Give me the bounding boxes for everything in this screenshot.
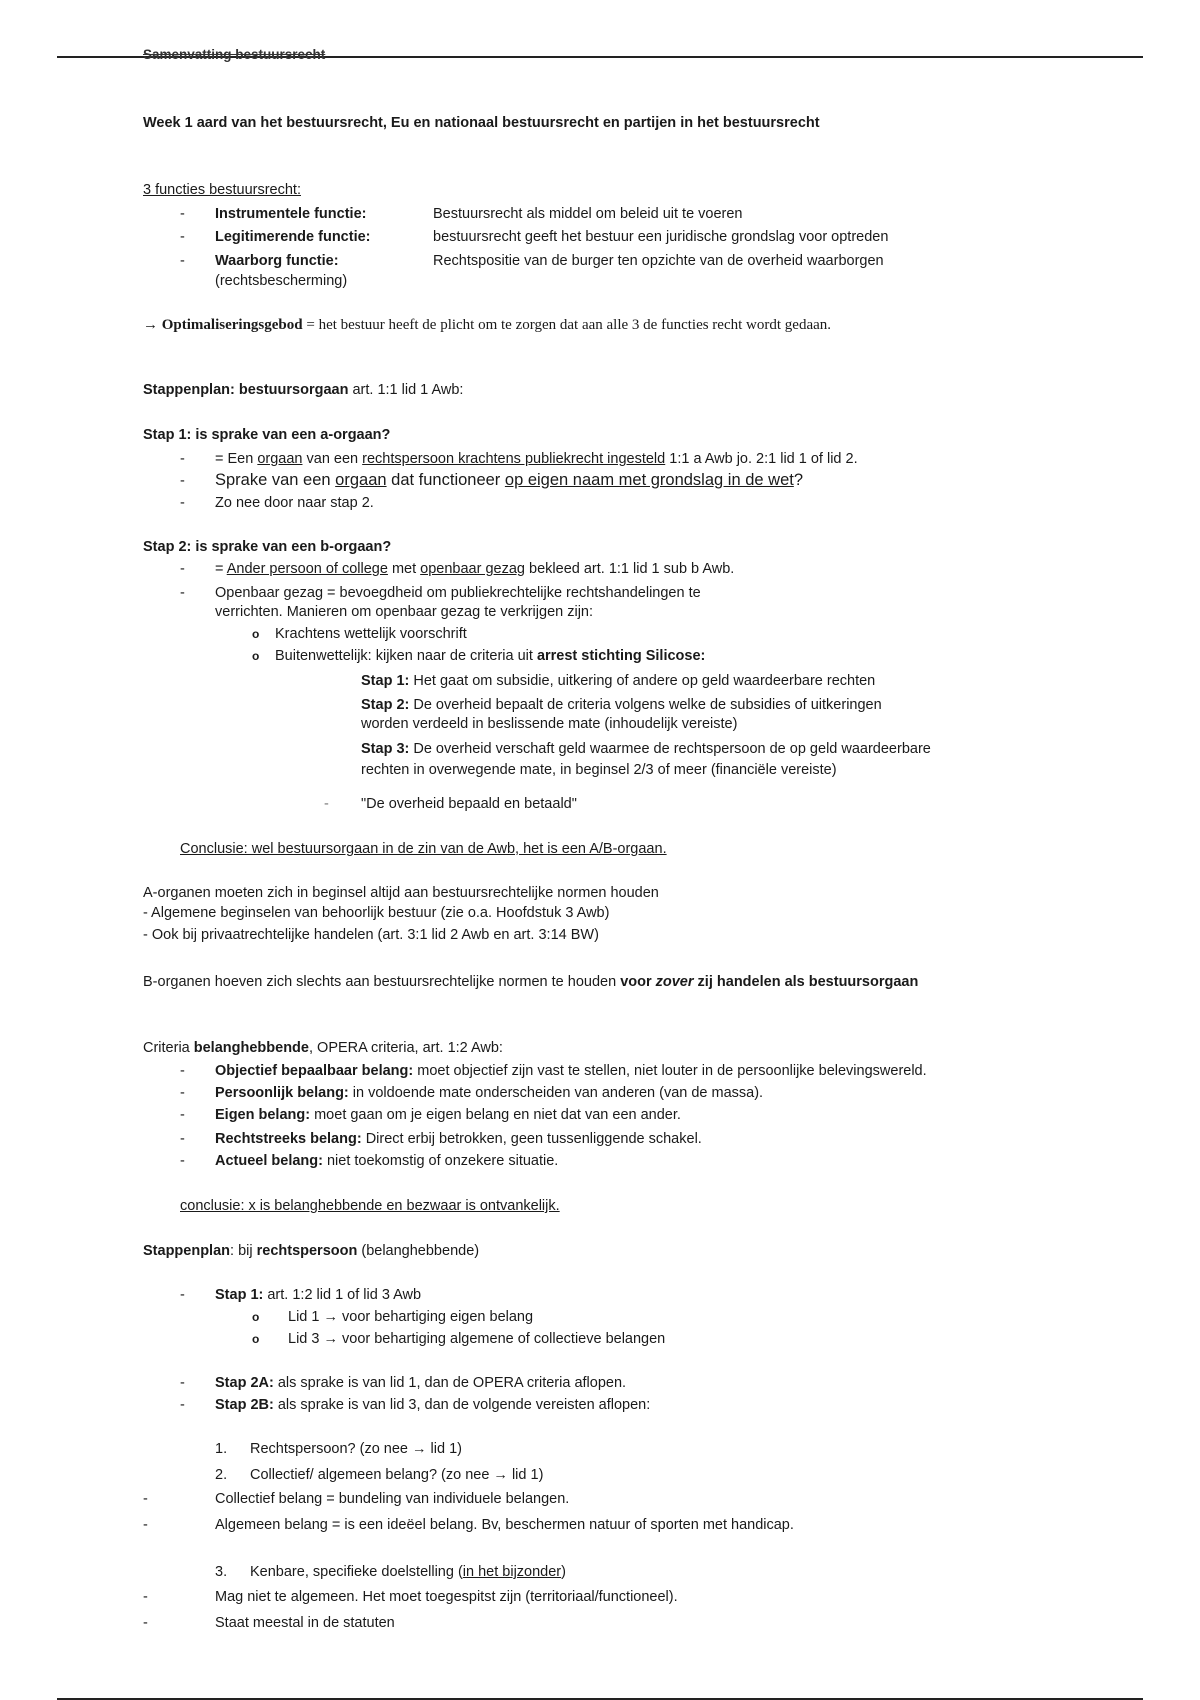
criteria-item xyxy=(215,1062,927,1080)
functie-desc: bestuursrecht geeft het bestuur een juridische grondslag voor optreden xyxy=(433,229,889,245)
criteria-item xyxy=(215,1130,702,1148)
criteria-item xyxy=(215,1152,558,1170)
rp-num1-text: Rechtspersoon? (zo nee → lid 1) xyxy=(250,1441,462,1457)
functie-term: Waarborg functie: xyxy=(215,253,339,269)
stap1-line1 xyxy=(215,450,858,468)
bullet: - xyxy=(180,1131,185,1147)
stap1-line2 xyxy=(215,471,803,489)
text: Het gaat om subsidie, uitkering of andere op geld waardeerbare rechten xyxy=(409,673,876,689)
rp-toegespitst: Mag niet te algemeen. Het moet toegespitst zijn (territoriaal/functioneel). xyxy=(215,1589,678,1605)
text: ) xyxy=(561,1564,566,1580)
stappenplan-rest: art. 1:1 lid 1 Awb: xyxy=(348,382,464,398)
rp-num3: 3. xyxy=(215,1564,228,1580)
rp-num3-text xyxy=(250,1563,566,1581)
rp-stap2a xyxy=(215,1374,626,1392)
text: niet toekomstig of onzekere situatie. xyxy=(322,1153,559,1169)
text: zover xyxy=(655,974,694,990)
text: De overheid verschaft geld waarmee de rechtspersoon de op geld waardeerbare xyxy=(409,741,931,757)
circle-bullet-icon: o xyxy=(252,1310,260,1324)
text: als sprake is van lid 3, dan de volgende vereisten aflopen: xyxy=(273,1397,651,1413)
rp-stap1 xyxy=(215,1286,421,1304)
functie-desc: Rechtspositie van de burger ten opzichte van de overheid waarborgen xyxy=(433,253,884,269)
bullet: - xyxy=(180,1063,185,1079)
text: art. 1:2 lid 1 of lid 3 Awb xyxy=(263,1287,422,1303)
stappenplan-bold: Stappenplan: bestuursorgaan xyxy=(143,382,349,398)
circle-bullet-icon: o xyxy=(252,1332,260,1346)
functies-heading: 3 functies bestuursrecht: xyxy=(143,182,301,198)
text: = xyxy=(215,561,227,577)
bullet: - xyxy=(143,1615,148,1631)
text: van een xyxy=(302,451,363,467)
bullet: - xyxy=(180,585,185,601)
a-organen-line1: A-organen moeten zich in beginsel altijd aan bestuursrechtelijke normen houden xyxy=(143,885,659,901)
text: Stappenplan xyxy=(143,1243,231,1259)
criteria-heading xyxy=(143,1039,503,1057)
silicose-stap2-cont: worden verdeeld in beslissende mate (inhoudelijk vereiste) xyxy=(361,716,738,732)
silicose-stap1 xyxy=(361,672,875,690)
text: voor xyxy=(620,974,656,990)
stap1-line3: Zo nee door naar stap 2. xyxy=(215,495,374,511)
text: moet gaan om je eigen belang en niet dat van een ander. xyxy=(310,1107,681,1123)
stappenplan-bestuursorgaan xyxy=(143,381,463,399)
stap2-line2a: Openbaar gezag = bevoegdheid om publiekrechtelijke rechtshandelingen te xyxy=(215,585,701,601)
text: dat functioneer xyxy=(386,471,505,489)
text: op eigen naam met grondslag in de wet xyxy=(504,471,794,489)
text: zij handelen als bestuursorgaan xyxy=(693,974,919,990)
text: Stap 2B: xyxy=(215,1397,274,1413)
text: Direct erbij betrokken, geen tussenliggende schakel. xyxy=(361,1131,702,1147)
silicose-quote: "De overheid bepaald en betaald" xyxy=(361,796,577,812)
text: Stap 2A: xyxy=(215,1375,274,1391)
stap2-line1 xyxy=(215,560,734,578)
rp-num2-text: Collectief/ algemeen belang? (zo nee → lid 1) xyxy=(250,1467,544,1483)
text: = Een xyxy=(215,451,258,467)
stap1-heading: Stap 1: is sprake van een a-orgaan? xyxy=(143,427,391,443)
rp-algemeen: Algemeen belang = is een ideëel belang. Bv, beschermen natuur of sporten met handicap. xyxy=(215,1517,794,1533)
text: Persoonlijk belang: xyxy=(215,1085,349,1101)
text: orgaan xyxy=(335,471,387,489)
conclusie-belanghebbende: conclusie: x is belanghebbende en bezwaar is ontvankelijk. xyxy=(180,1198,560,1214)
functie-term: Instrumentele functie: xyxy=(215,206,367,222)
a-organen-line3: - Ook bij privaatrechtelijke handelen (art. 3:1 lid 2 Awb en art. 3:14 BW) xyxy=(143,927,599,943)
a-organen-line2: - Algemene beginselen van behoorlijk bestuur (zie o.a. Hoofdstuk 3 Awb) xyxy=(143,905,610,921)
bullet: - xyxy=(180,206,185,222)
text: Criteria xyxy=(143,1040,194,1056)
text: rechtspersoon xyxy=(256,1243,358,1259)
bullet: - xyxy=(180,253,185,269)
text: Eigen belang: xyxy=(215,1107,311,1123)
optimalisering-line xyxy=(143,316,831,334)
optimalisering-term: Optimaliseringsgebod xyxy=(161,317,303,333)
text: De overheid bepaalt de criteria volgens welke de subsidies of uitkeringen xyxy=(409,697,882,713)
b-organen-line xyxy=(143,973,918,991)
stap2-heading: Stap 2: is sprake van een b-orgaan? xyxy=(143,539,392,555)
rp-stap2b xyxy=(215,1396,650,1414)
bullet: - xyxy=(180,1397,185,1413)
bullet: - xyxy=(324,796,329,812)
bullet: - xyxy=(180,561,185,577)
rp-lid1: Lid 1 → voor behartiging eigen belang xyxy=(288,1309,534,1325)
text: Stap 2: xyxy=(361,697,410,713)
text: B-organen hoeven zich slechts aan bestuursrechtelijke normen te houden xyxy=(143,974,621,990)
bullet: - xyxy=(180,495,185,511)
text: Actueel belang: xyxy=(215,1153,323,1169)
stap2-option2 xyxy=(275,647,705,665)
bullet: - xyxy=(180,1375,185,1391)
text: rechtspersoon krachtens publiekrecht ingesteld xyxy=(362,451,666,467)
text: met xyxy=(387,561,421,577)
text: , OPERA criteria, art. 1:2 Awb: xyxy=(308,1040,503,1056)
text: bekleed art. 1:1 lid 1 sub b Awb. xyxy=(525,561,735,577)
text: als sprake is van lid 1, dan de OPERA criteria aflopen. xyxy=(273,1375,627,1391)
circle-bullet-icon: o xyxy=(252,649,260,663)
silicose-stap2 xyxy=(361,696,882,714)
criteria-item xyxy=(215,1084,763,1102)
footer-rule xyxy=(57,1698,1143,1700)
bullet: - xyxy=(143,1517,148,1533)
criteria-item xyxy=(215,1106,681,1124)
bullet: - xyxy=(180,1153,185,1169)
arrow-icon: → xyxy=(143,317,158,333)
optimalisering-text: = het bestuur heeft de plicht om te zorgen dat aan alle 3 de functies recht wordt gedaan. xyxy=(302,317,832,333)
bullet: - xyxy=(180,1085,185,1101)
bullet: - xyxy=(180,451,185,467)
document-title: Week 1 aard van het bestuursrecht, Eu en nationaal bestuursrecht en partijen in het bestuursrecht xyxy=(143,115,820,131)
text: in voldoende mate onderscheiden van anderen (van de massa). xyxy=(348,1085,764,1101)
text: (belanghebbende) xyxy=(357,1243,480,1259)
text: Objectief bepaalbaar belang: xyxy=(215,1063,414,1079)
circle-bullet-icon: o xyxy=(252,627,260,641)
stap2-option1: Krachtens wettelijk voorschrift xyxy=(275,626,467,642)
bullet: - xyxy=(180,229,185,245)
bullet: - xyxy=(180,1287,185,1303)
rp-num1: 1. xyxy=(215,1441,228,1457)
text: Stap 1: xyxy=(361,673,410,689)
functie-desc: Bestuursrecht als middel om beleid uit te voeren xyxy=(433,206,743,222)
stap2-line2b: verrichten. Manieren om openbaar gezag te verkrijgen zijn: xyxy=(215,604,594,620)
text: Buitenwettelijk: kijken naar de criteria uit xyxy=(275,648,537,664)
text: Kenbare, specifieke doelstelling ( xyxy=(250,1564,463,1580)
text: Stap 3: xyxy=(361,741,410,757)
text: ? xyxy=(793,471,804,489)
text: in het bijzonder xyxy=(462,1564,562,1580)
bullet: - xyxy=(180,1107,185,1123)
rp-num2: 2. xyxy=(215,1467,228,1483)
functie-sub: (rechtsbescherming) xyxy=(215,273,348,289)
text: Sprake van een xyxy=(215,471,336,489)
rp-statuten: Staat meestal in de statuten xyxy=(215,1615,395,1631)
bullet: - xyxy=(180,473,185,489)
bullet: - xyxy=(143,1589,148,1605)
text: arrest stichting Silicose: xyxy=(536,648,706,664)
bullet: - xyxy=(143,1491,148,1507)
text: moet objectief zijn vast te stellen, niet louter in de persoonlijke belevingswereld. xyxy=(413,1063,927,1079)
text: : bij xyxy=(230,1243,257,1259)
text: Ander persoon of college xyxy=(226,561,388,577)
text: orgaan xyxy=(257,451,303,467)
running-header: Samenvatting bestuursrecht xyxy=(143,47,326,62)
text: Stap 1: xyxy=(215,1287,264,1303)
text: openbaar gezag xyxy=(420,561,525,577)
silicose-stap3-cont: rechten in overwegende mate, in beginsel 2/3 of meer (financiële vereiste) xyxy=(361,762,837,778)
text: belanghebbende xyxy=(193,1040,309,1056)
text: 1:1 a Awb jo. 2:1 lid 1 of lid 2. xyxy=(665,451,858,467)
text: Rechtstreeks belang: xyxy=(215,1131,362,1147)
functie-term: Legitimerende functie: xyxy=(215,229,371,245)
conclusie-bestuursorgaan: Conclusie: wel bestuursorgaan in de zin van de Awb, het is een A/B-orgaan. xyxy=(180,841,667,857)
stappenplan-rechtspersoon xyxy=(143,1242,479,1260)
rp-collectief: Collectief belang = bundeling van individuele belangen. xyxy=(215,1491,570,1507)
silicose-stap3 xyxy=(361,740,931,758)
rp-lid3: Lid 3 → voor behartiging algemene of collectieve belangen xyxy=(288,1331,666,1347)
